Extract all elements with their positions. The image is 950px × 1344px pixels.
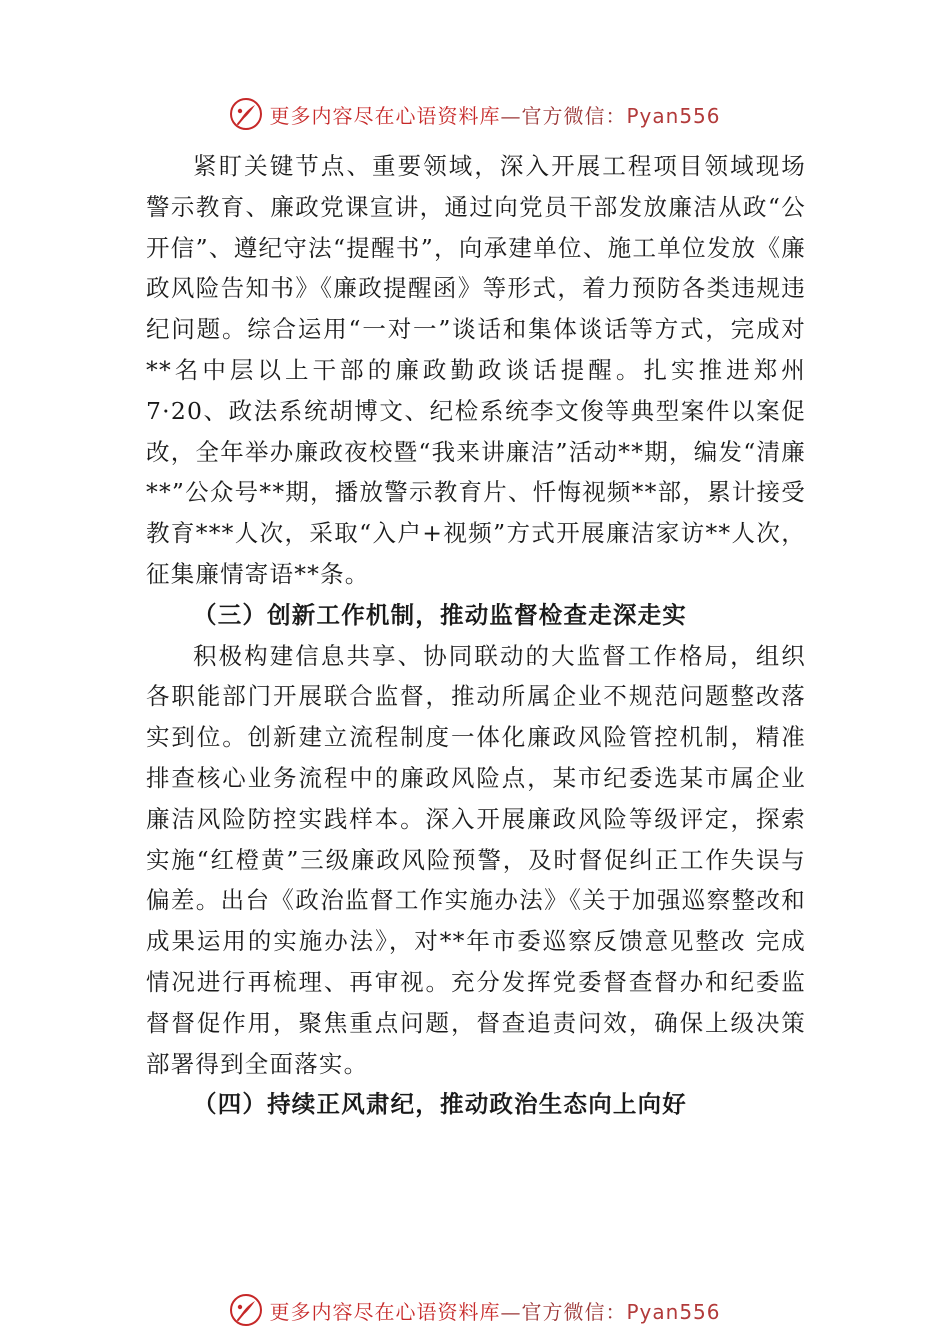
watermark-dash: — [500, 103, 522, 128]
section-heading-3: （三）创新工作机制，推动监督检查走深走实 [193, 600, 687, 629]
quill-logo-icon [229, 1293, 263, 1327]
paragraph-work-mechanism: 积极构建信息共享、协同联动的大监督工作格局，组织各职能部门开展联合监督，推动所属企业不规范问题整改落实到位。创新建立流程制度一体化廉政风险管控机制，精准排查核心业务流程中的廉政风险点，某市纪委选某市属企业廉洁风险防控实践样本。深入开展廉政风险等级评定，探索实施“红橙黄”三级廉政风险预警，及时督促纠正工作失误与偏差。出台《政治监督工作实施办法》《关于加强巡察整改和成果运用的实施办法》，对**年市委巡察反馈意见整改 完成情况进行再梳理、再审视。充分发挥党委督查督办和纪委监督督促作用，聚焦重点问题，督查追责问效，确保上级决策部署得到全面落实。 [146, 641, 806, 1078]
header-watermark [0, 94, 950, 134]
watermark-dash: — [500, 1299, 522, 1324]
watermark-wechat-id: Pyan556 [626, 103, 721, 128]
watermark-wechat-label: 官方微信： [521, 1299, 627, 1324]
watermark-text [269, 100, 720, 129]
paragraph-supervision-education: 紧盯关键节点、重要领域，深入开展工程项目领域现场警示教育、廉政党课宣讲，通过向党员干部发放廉洁从政“公 开信”、遵纪守法“提醒书”，向承建单位、施工单位发放《廉政风险告知书》《廉政提醒函》等形式，着力预防各类违规违纪问题。综合运用“一对一”谈话和集体谈话等方式，完成对**名中层以上干部的廉政勤政谈话提醒。扎实推进郑州7·20、政法系统胡博文、纪检系统李文俊等典型案件以案促 改，全年举办廉政夜校暨“我来讲廉洁”活动**期，编发“清廉**”公众号**期，播放警示教育片、忏悔视频**部，累计接受教育***人次，采取“入户+视频”方式开展廉洁家访**人次，征集廉情寄语**条。 [146, 152, 806, 588]
watermark-library: 更多内容尽在心语资料库 [269, 103, 501, 128]
footer-watermark [0, 1290, 950, 1330]
watermark-wechat-id: Pyan556 [626, 1299, 721, 1324]
document-body [146, 146, 806, 1125]
quill-logo-icon [229, 97, 263, 131]
watermark-library: 更多内容尽在心语资料库 [269, 1299, 501, 1324]
watermark-wechat-label: 官方微信： [521, 103, 627, 128]
section-heading-4: （四）持续正风肃纪，推动政治生态向上向好 [193, 1090, 687, 1119]
watermark-text [269, 1296, 720, 1325]
